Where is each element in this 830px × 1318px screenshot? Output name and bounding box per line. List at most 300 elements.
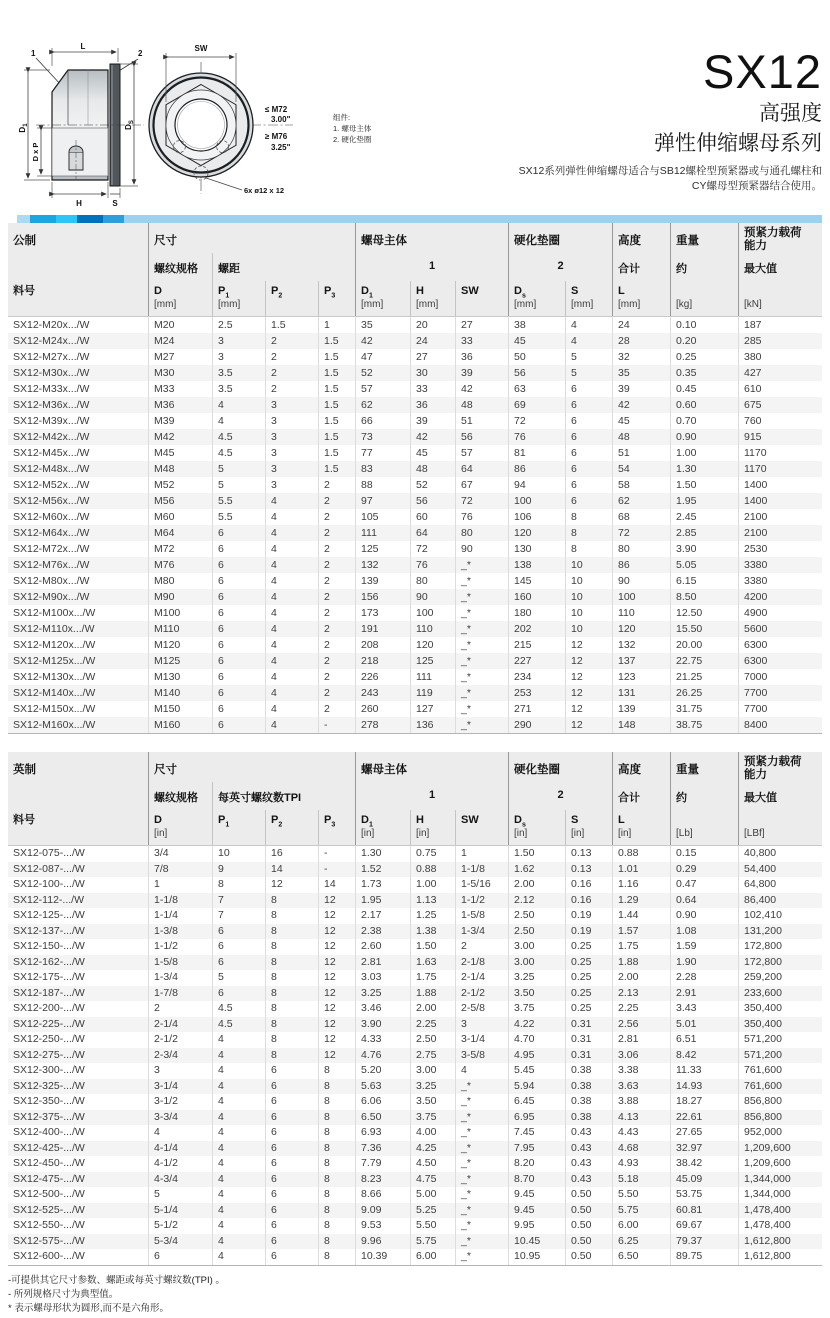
value-cell: 21.25 [670, 669, 738, 685]
table-row [8, 1001, 822, 1017]
value-cell: 80 [410, 573, 455, 589]
value-cell: 2.60 [355, 939, 410, 955]
value-cell: 4 [212, 1079, 265, 1095]
value-cell: 90 [410, 589, 455, 605]
value-cell: 110 [410, 621, 455, 637]
value-cell: 57 [455, 445, 508, 461]
value-cell: 675 [738, 397, 822, 413]
value-cell: 3.25 [355, 986, 410, 1002]
value-cell: 39 [410, 413, 455, 429]
value-cell: 4-1/4 [148, 1141, 212, 1157]
table-row [8, 862, 822, 878]
value-cell: 227 [508, 653, 565, 669]
value-cell: 0.15 [670, 846, 738, 862]
table-row [8, 1234, 822, 1250]
value-cell: 0.88 [410, 862, 455, 878]
column-subgroup-label: 约 [670, 253, 738, 281]
value-cell: 1.75 [612, 939, 670, 955]
column-header [212, 281, 265, 316]
value-cell: 0.20 [670, 333, 738, 349]
value-cell: 2 [318, 493, 355, 509]
value-cell: 1.90 [670, 955, 738, 971]
value-cell: 53.75 [670, 1187, 738, 1203]
value-cell: 2 [148, 1001, 212, 1017]
value-cell: 56 [455, 429, 508, 445]
value-cell: 4 [265, 509, 318, 525]
value-cell: 12 [265, 877, 318, 893]
value-cell: 12 [565, 717, 612, 733]
value-cell: 2.81 [355, 955, 410, 971]
value-cell: 271 [508, 701, 565, 717]
value-cell: 4 [265, 685, 318, 701]
value-cell: 4.00 [410, 1125, 455, 1141]
header-group-row [8, 752, 822, 782]
value-cell: 8 [265, 955, 318, 971]
value-cell: 45 [508, 333, 565, 349]
column-group-label: 硬化垫圈 [508, 752, 612, 782]
value-cell: 69 [508, 397, 565, 413]
value-cell: 8 [318, 1156, 355, 1172]
value-cell: 12 [318, 1001, 355, 1017]
column-header-unit: [in] [618, 828, 632, 839]
column-subgroup-label: 合计 [612, 253, 670, 281]
column-subgroup-label [8, 253, 148, 281]
value-cell: 3 [265, 477, 318, 493]
value-cell: 64 [455, 461, 508, 477]
value-cell: 15.50 [670, 621, 738, 637]
value-cell: 4.93 [612, 1156, 670, 1172]
value-cell: 79.37 [670, 1234, 738, 1250]
accent-bar-segment [17, 215, 30, 223]
value-cell: 2100 [738, 509, 822, 525]
accent-bar-segment [103, 215, 124, 223]
value-cell: 68 [612, 509, 670, 525]
value-cell: 3.43 [670, 1001, 738, 1017]
part-number-cell: SX12-162-.../W [13, 955, 85, 968]
value-cell: 48 [612, 429, 670, 445]
value-cell: 571,200 [738, 1032, 822, 1048]
value-cell: 12 [318, 1017, 355, 1033]
value-cell: 3.50 [508, 986, 565, 1002]
value-cell: M72 [148, 541, 212, 557]
value-cell: 761,600 [738, 1079, 822, 1095]
part-number-cell: SX12-M60x.../W [13, 511, 90, 523]
value-cell: 0.43 [565, 1172, 612, 1188]
table-row [8, 970, 822, 986]
column-header-unit: [mm] [571, 299, 594, 310]
value-cell: 2-1/4 [455, 970, 508, 986]
column-header [612, 281, 670, 316]
column-subgroup-label: 约 [670, 782, 738, 810]
table-row [8, 701, 822, 717]
value-cell: 8 [265, 893, 318, 909]
value-cell: 27 [410, 349, 455, 365]
value-cell: 0.38 [565, 1063, 612, 1079]
column-header-symbol: L [618, 814, 625, 826]
front-view-drawing [145, 40, 305, 205]
table-body [8, 317, 822, 734]
value-cell: 0.45 [670, 381, 738, 397]
column-header [148, 810, 212, 845]
table-row [8, 397, 822, 413]
value-cell: 0.25 [565, 1001, 612, 1017]
value-cell: 12 [318, 1032, 355, 1048]
value-cell: 105 [355, 509, 410, 525]
value-cell: 3.25 [508, 970, 565, 986]
value-cell: 106 [508, 509, 565, 525]
value-cell: 6 [265, 1249, 318, 1265]
value-cell: _* [455, 701, 508, 717]
table-row [8, 1094, 822, 1110]
value-cell: 4 [265, 669, 318, 685]
column-header-unit: [in] [361, 828, 375, 839]
accent-bar-segment [77, 215, 103, 223]
column-subgroup-label [8, 782, 148, 810]
value-cell: 7 [212, 908, 265, 924]
part-number-cell: SX12-275-.../W [13, 1048, 85, 1061]
value-cell: 234 [508, 669, 565, 685]
value-cell: 45 [410, 445, 455, 461]
value-cell: 202 [508, 621, 565, 637]
value-cell: 88 [355, 477, 410, 493]
value-cell: 8 [318, 1172, 355, 1188]
value-cell: 12.50 [670, 605, 738, 621]
value-cell: _* [455, 1141, 508, 1157]
value-cell: 1.5 [318, 429, 355, 445]
column-header-symbol: SW [461, 285, 479, 297]
column-header-symbol: $P_1$ [218, 285, 230, 300]
value-cell: 6 [265, 1110, 318, 1126]
value-cell: _* [455, 637, 508, 653]
value-cell: 1.95 [355, 893, 410, 909]
value-cell: - [318, 846, 355, 862]
value-cell: 10.95 [508, 1249, 565, 1265]
value-cell: 2.38 [355, 924, 410, 940]
value-cell: 9.45 [508, 1203, 565, 1219]
part-number-cell: SX12-500-.../W [13, 1188, 85, 1200]
value-cell: - [318, 717, 355, 733]
value-cell: 1.00 [670, 445, 738, 461]
value-cell: 81 [508, 445, 565, 461]
table-row [8, 669, 822, 685]
table-row [8, 1203, 822, 1219]
side-view-drawing [10, 40, 150, 208]
value-cell: 132 [612, 637, 670, 653]
value-cell: 6300 [738, 653, 822, 669]
value-cell: 58 [612, 477, 670, 493]
value-cell: 1.73 [355, 877, 410, 893]
size-note-le-inches: 3.00" [271, 115, 291, 124]
size-note-ge: ≥ M76 [265, 132, 288, 141]
value-cell: 233,600 [738, 986, 822, 1002]
value-cell: 14 [265, 862, 318, 878]
column-subgroup-label: 2 [508, 782, 612, 810]
value-cell: 148 [612, 717, 670, 733]
column-header [508, 810, 565, 845]
value-cell: 3.75 [410, 1110, 455, 1126]
part-number-cell: SX12-M72x.../W [13, 543, 90, 555]
callout-2-label: 2 [138, 49, 143, 58]
value-cell: 2 [318, 637, 355, 653]
value-cell: 12 [565, 669, 612, 685]
value-cell: 90 [612, 573, 670, 589]
value-cell: M120 [148, 637, 212, 653]
value-cell: 6 [565, 477, 612, 493]
value-cell: 4 [212, 1172, 265, 1188]
value-cell: 6 [212, 955, 265, 971]
value-cell: _* [455, 1187, 508, 1203]
value-cell: 427 [738, 365, 822, 381]
value-cell: 1400 [738, 493, 822, 509]
value-cell: 0.25 [565, 970, 612, 986]
value-cell: 2 [318, 573, 355, 589]
footnote: - 所列规格尺寸为典型值。 [8, 1288, 119, 1300]
value-cell: 1.62 [508, 862, 565, 878]
value-cell: 4 [565, 317, 612, 333]
column-header-symbol: S [571, 814, 579, 826]
value-cell: 6 [565, 493, 612, 509]
value-cell: 0.19 [565, 924, 612, 940]
value-cell: 4 [455, 1063, 508, 1079]
column-header-unit: [in] [154, 828, 168, 839]
value-cell: 1,209,600 [738, 1141, 822, 1157]
value-cell: 132 [355, 557, 410, 573]
value-cell: 0.19 [565, 908, 612, 924]
value-cell: 38 [508, 317, 565, 333]
part-number-cell: SX12-M160x.../W [13, 719, 96, 731]
value-cell: 5.75 [612, 1203, 670, 1219]
value-cell: 1,612,800 [738, 1249, 822, 1265]
value-cell: 8 [265, 1017, 318, 1033]
value-cell: 125 [355, 541, 410, 557]
value-cell: 4.68 [612, 1141, 670, 1157]
value-cell: _* [455, 669, 508, 685]
value-cell: 137 [612, 653, 670, 669]
value-cell: 2 [318, 525, 355, 541]
value-cell: 3 [148, 1063, 212, 1079]
value-cell: 1170 [738, 445, 822, 461]
table-row [8, 381, 822, 397]
value-cell: 111 [355, 525, 410, 541]
table-row [8, 908, 822, 924]
table-row [8, 1079, 822, 1095]
value-cell: 3.90 [670, 541, 738, 557]
value-cell: 0.31 [565, 1048, 612, 1064]
column-header [318, 281, 355, 316]
header-subgroup-row [8, 253, 822, 281]
value-cell: 3 [265, 429, 318, 445]
value-cell: 5 [212, 461, 265, 477]
value-cell: 40,800 [738, 846, 822, 862]
column-header-unit: [mm] [218, 299, 241, 310]
value-cell: 2 [265, 381, 318, 397]
value-cell: M125 [148, 653, 212, 669]
metric-table [8, 223, 822, 734]
column-header [612, 810, 670, 845]
part-number-cell: SX12-125-.../W [13, 909, 85, 921]
value-cell: 2 [318, 589, 355, 605]
value-cell: 5 [565, 349, 612, 365]
value-cell: 2 [318, 557, 355, 573]
column-header [355, 281, 410, 316]
value-cell: 69.67 [670, 1218, 738, 1234]
value-cell: 1.38 [410, 924, 455, 940]
value-cell: 4 [265, 653, 318, 669]
value-cell: 3 [455, 1017, 508, 1033]
value-cell: 4 [212, 1203, 265, 1219]
value-cell: 100 [410, 605, 455, 621]
value-cell: 1-3/4 [455, 924, 508, 940]
value-cell: 4 [212, 1110, 265, 1126]
value-cell: 3380 [738, 557, 822, 573]
part-number-cell: SX12-225-.../W [13, 1017, 85, 1030]
value-cell: _* [455, 1094, 508, 1110]
part-number-cell: SX12-M20x.../W [13, 319, 90, 331]
value-cell: 0.31 [565, 1017, 612, 1033]
value-cell: M56 [148, 493, 212, 509]
value-cell: 73 [355, 429, 410, 445]
value-cell: 50 [508, 349, 565, 365]
value-cell: 0.38 [565, 1079, 612, 1095]
table-row [8, 1032, 822, 1048]
value-cell: 6.25 [612, 1234, 670, 1250]
value-cell: 8 [565, 509, 612, 525]
column-header-symbol: $P_2$ [271, 814, 283, 829]
value-cell: 42 [410, 429, 455, 445]
column-header-symbol: $P_3$ [324, 814, 336, 829]
value-cell: M45 [148, 445, 212, 461]
footnotes [8, 1274, 822, 1316]
value-cell: 2 [318, 541, 355, 557]
table-row [8, 893, 822, 909]
value-cell: 2.56 [612, 1017, 670, 1033]
value-cell: 3 [265, 445, 318, 461]
value-cell: 86,400 [738, 893, 822, 909]
column-header [670, 281, 738, 316]
value-cell: 0.29 [670, 862, 738, 878]
value-cell: 1.25 [410, 908, 455, 924]
part-number-cell: SX12-425-.../W [13, 1141, 85, 1154]
value-cell: 2 [265, 349, 318, 365]
table-row [8, 461, 822, 477]
value-cell: 2 [318, 605, 355, 621]
table-row [8, 717, 822, 733]
value-cell: 380 [738, 349, 822, 365]
value-cell: _* [455, 653, 508, 669]
value-cell: 4-1/2 [148, 1156, 212, 1172]
value-cell: 1-1/4 [148, 908, 212, 924]
value-cell: 8.42 [670, 1048, 738, 1064]
table-row [8, 877, 822, 893]
column-header-unit: [Lb] [676, 828, 693, 839]
header-subgroup-row [8, 782, 822, 810]
table-row [8, 1218, 822, 1234]
value-cell: 12 [318, 939, 355, 955]
table-row [8, 1063, 822, 1079]
value-cell: 5 [148, 1187, 212, 1203]
value-cell: 1.08 [670, 924, 738, 940]
column-group-label: 尺寸 [148, 752, 355, 782]
part-number-cell: SX12-187-.../W [13, 986, 85, 999]
column-subgroup-label: 每英寸螺纹数TPI [212, 782, 355, 810]
value-cell: 1-7/8 [148, 986, 212, 1002]
column-header-symbol: $P_2$ [271, 285, 283, 300]
value-cell: 67 [455, 477, 508, 493]
value-cell: 6 [212, 701, 265, 717]
value-cell: 4.5 [212, 1001, 265, 1017]
value-cell: 6 [212, 653, 265, 669]
value-cell: 9.95 [508, 1218, 565, 1234]
table-header [8, 223, 822, 317]
value-cell: 0.43 [565, 1141, 612, 1157]
value-cell: 18.27 [670, 1094, 738, 1110]
column-group-label: 公制 [13, 235, 36, 247]
value-cell: 8 [318, 1063, 355, 1079]
value-cell: 0.10 [670, 317, 738, 333]
table-row [8, 605, 822, 621]
value-cell: 120 [612, 621, 670, 637]
value-cell: 8 [265, 924, 318, 940]
value-cell: 160 [508, 589, 565, 605]
header-column-row [8, 281, 822, 316]
table-row [8, 349, 822, 365]
part-number-cell: SX12-M27x.../W [13, 351, 90, 363]
value-cell: 0.16 [565, 893, 612, 909]
value-cell: 856,800 [738, 1110, 822, 1126]
dim-label-sw: SW [194, 44, 208, 53]
value-cell: 97 [355, 493, 410, 509]
value-cell: 6 [565, 397, 612, 413]
value-cell: 1170 [738, 461, 822, 477]
value-cell: 1-3/4 [148, 970, 212, 986]
footnote: * 表示螺母形状为圆形,而不是六角形。 [8, 1302, 169, 1314]
value-cell: 12 [318, 1048, 355, 1064]
value-cell: 1.50 [670, 477, 738, 493]
value-cell: 2.81 [612, 1032, 670, 1048]
value-cell: 4.33 [355, 1032, 410, 1048]
column-header [355, 810, 410, 845]
value-cell: 33 [410, 381, 455, 397]
value-cell: 4 [565, 333, 612, 349]
value-cell: 350,400 [738, 1001, 822, 1017]
part-number-cell: SX12-M30x.../W [13, 367, 90, 379]
value-cell: 4.5 [212, 445, 265, 461]
part-number-cell: SX12-M150x.../W [13, 703, 96, 715]
value-cell: 3.00 [410, 1063, 455, 1079]
value-cell: 1400 [738, 477, 822, 493]
value-cell: 3-5/8 [455, 1048, 508, 1064]
value-cell: 0.25 [565, 986, 612, 1002]
value-cell: 4.43 [612, 1125, 670, 1141]
part-number-cell: SX12-112-.../W [13, 893, 84, 906]
value-cell: 83 [355, 461, 410, 477]
value-cell: 12 [565, 653, 612, 669]
value-cell: 0.50 [565, 1249, 612, 1265]
dim-label-h: H [76, 199, 82, 208]
value-cell: 1.63 [410, 955, 455, 971]
column-subgroup-label: 螺纹规格 [148, 253, 212, 281]
value-cell: 80 [612, 541, 670, 557]
value-cell: 8.23 [355, 1172, 410, 1188]
column-header-unit: [in] [416, 828, 430, 839]
value-cell: 6 [212, 605, 265, 621]
column-header-symbol: 料号 [13, 814, 35, 826]
column-header [455, 810, 508, 845]
value-cell: M100 [148, 605, 212, 621]
value-cell: 6 [265, 1187, 318, 1203]
value-cell: 45.09 [670, 1172, 738, 1188]
value-cell: 5.50 [612, 1187, 670, 1203]
